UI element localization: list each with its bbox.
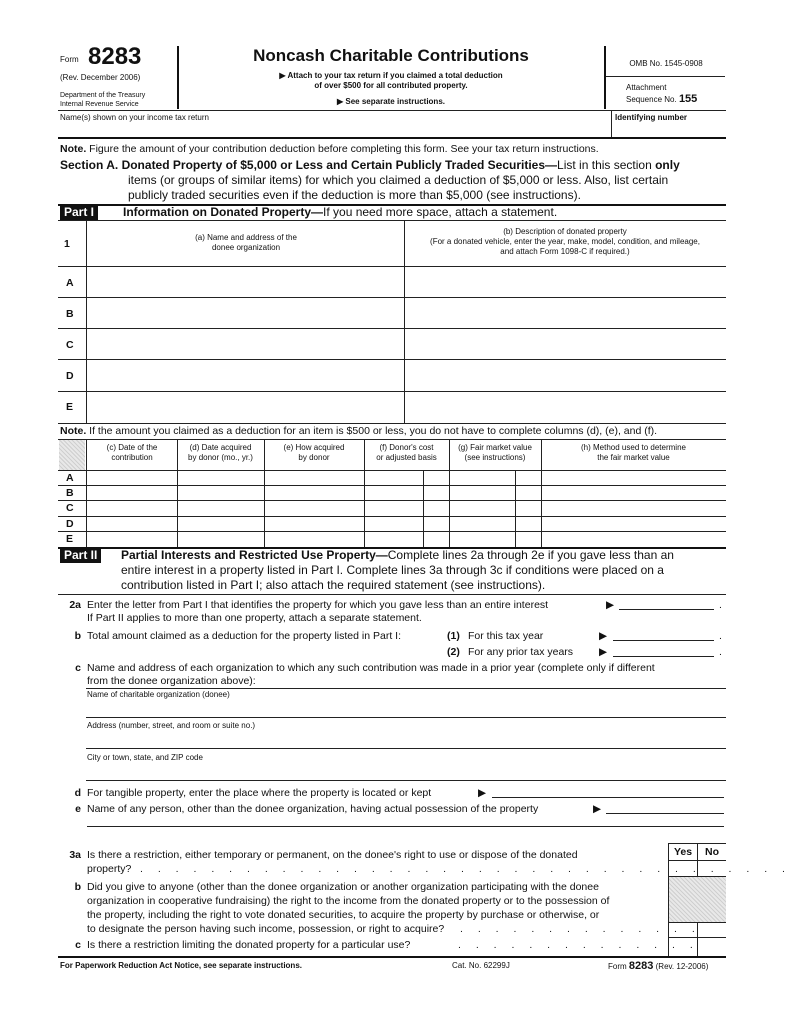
form-label: Form xyxy=(60,55,79,64)
section-a-only: only xyxy=(655,158,680,172)
part1-col-divider-1 xyxy=(86,220,87,423)
part1-row-line xyxy=(58,328,726,329)
sequence-text: Sequence No. xyxy=(626,95,677,104)
line-2b1-text: For this tax year xyxy=(468,630,544,642)
part1-header-line xyxy=(58,220,726,221)
arrow-icon: ▶ xyxy=(478,787,487,799)
line-2a-text: Enter the letter from Part I that identifies the property for which you gave less than an entire interest xyxy=(87,599,549,611)
col-h-line1: (h) Method used to determine xyxy=(581,443,686,452)
line-3b-text: Did you give to anyone (other than the donee organization or another organization participating with the donee xyxy=(87,881,599,893)
table2-row-label: B xyxy=(66,487,74,499)
line-2a-input[interactable] xyxy=(619,600,714,610)
line-2b2-text: For any prior tax years xyxy=(468,646,574,658)
col-d-header xyxy=(177,443,264,463)
part1-row-label: C xyxy=(66,339,74,351)
identifying-number-label: Identifying number xyxy=(615,113,687,122)
section-a-line-3: publicly traded securities even if the deduction is more than $5,000 (see instructions). xyxy=(128,188,581,202)
attach-instruction: ▶ Attach to your tax return if you claimed a total deduction xyxy=(279,71,503,80)
line-2c-text-2: from the donee organization above): xyxy=(87,675,256,687)
city-rule xyxy=(86,780,726,781)
donee-name-input-b[interactable] xyxy=(88,299,402,327)
footer-line xyxy=(58,956,726,958)
line-2c-text: Name and address of each organization to which any such contribution was made in a prior year (complete only if different xyxy=(87,662,655,674)
part1-row-line xyxy=(58,391,726,392)
col-e-header xyxy=(264,443,364,463)
line-2a-note: If Part II applies to more than one property, attach a separate statement. xyxy=(87,612,422,624)
header-divider-left xyxy=(177,46,179,109)
line-2a-number: 2a xyxy=(69,599,81,611)
section-a-heading xyxy=(60,158,680,173)
footer-revision: (Rev. 12-2006) xyxy=(655,962,709,971)
arrow-icon: ▶ xyxy=(606,599,615,611)
line-2e-input[interactable] xyxy=(606,804,724,814)
header-bottom-line xyxy=(58,110,726,111)
header-divider-right xyxy=(604,46,606,109)
table2-row-label: E xyxy=(66,533,74,545)
part2-heading xyxy=(121,548,674,563)
line-2e-number: e xyxy=(75,803,81,815)
line-3b-text-4: to designate the person having such income, possession, or right to acquire? xyxy=(87,923,445,935)
agency: Internal Revenue Service xyxy=(60,101,139,108)
attach-line-2: of over $500 for all contributed property. xyxy=(314,81,468,90)
table2-row-line xyxy=(58,531,726,532)
taxpayer-name-field[interactable] xyxy=(60,123,605,136)
part1-title-rest: If you need more space, attach a statement. xyxy=(323,205,558,219)
table2-row-label: A xyxy=(66,472,74,484)
attach-line-1: Attach to your tax return if you claimed a total deduction xyxy=(287,71,503,80)
arrow-icon: ▶ xyxy=(599,646,608,658)
note-figure xyxy=(60,142,599,156)
address-input[interactable] xyxy=(87,732,724,746)
sequence-label xyxy=(626,94,697,105)
part2-title-rest: Complete lines 2a through 2e if you gave less than an xyxy=(387,548,674,562)
donee-name-input-a[interactable] xyxy=(88,268,402,296)
part1-row-label: B xyxy=(66,308,74,320)
col-h-line2: the fair market value xyxy=(597,453,670,462)
line-3c-text: Is there a restriction limiting the donated property for a particular use? xyxy=(87,939,411,951)
footer-form-number: 8283 xyxy=(628,960,654,972)
property-description-input-a[interactable] xyxy=(406,268,724,296)
part2-line-2: entire interest in a property listed in Part I. Complete lines 3a through 3c if conditions were placed on a xyxy=(121,563,664,577)
table2-top xyxy=(58,439,726,440)
part1-grid-top xyxy=(58,266,726,267)
col-c-header xyxy=(87,443,177,463)
col-c-line2: contribution xyxy=(111,453,153,462)
line-2d-input[interactable] xyxy=(492,788,724,798)
part2-tab: Part II xyxy=(60,548,101,563)
part1-row-label: E xyxy=(66,401,74,413)
col-b-line1: (b) Description of donated property xyxy=(503,227,627,236)
footer-form-id xyxy=(608,961,708,972)
part1-tab: Part I xyxy=(60,205,98,220)
part1-row-line xyxy=(58,297,726,298)
col-b-header xyxy=(404,227,726,257)
names-label: Name(s) shown on your income tax return xyxy=(60,113,209,122)
part1-title: Information on Donated Property— xyxy=(123,205,324,219)
table2-cents-divider xyxy=(515,470,516,547)
identifying-number-field[interactable] xyxy=(614,123,724,136)
table2-cents-divider xyxy=(423,470,424,547)
line-3a-number: 3a xyxy=(69,849,81,861)
no-header: No xyxy=(705,846,719,858)
yes-header: Yes xyxy=(673,846,693,858)
leader-dots: . . . . . . . . . . . . . . xyxy=(458,939,699,951)
note-text: Figure the amount of your contribution deduction before completing this form. See your tax return instructions. xyxy=(89,143,599,155)
id-divider xyxy=(611,110,612,137)
address-label: Address (number, street, and room or suite no.) xyxy=(87,721,256,730)
donee-name-input-c[interactable] xyxy=(88,330,402,358)
col-d-line1: (d) Date acquired xyxy=(189,443,252,452)
col-b-line2: (For a donated vehicle, enter the year, make, model, condition, and mileage, xyxy=(430,237,700,246)
line-2b-text: Total amount claimed as a deduction for the property listed in Part I: xyxy=(87,630,402,642)
part2-title: Partial Interests and Restricted Use Property— xyxy=(121,548,388,562)
section-a-line-2: items (or groups of similar items) for which you claimed a deduction of $5,000 or less. Also, list certain xyxy=(128,173,669,187)
col-e-line1: (e) How acquired xyxy=(283,443,345,452)
see-instructions: ▶ See separate instructions. xyxy=(337,97,445,106)
footer-form-word: Form xyxy=(608,962,627,971)
attachment-label: Attachment xyxy=(626,83,667,92)
omb-divider xyxy=(606,76,725,77)
part1-row-label: A xyxy=(66,277,74,289)
note2-text: If the amount you claimed as a deduction for an item is $500 or less, you do not have to complete columns (d), (e), and (f). xyxy=(89,425,658,437)
line-2e-text: Name of any person, other than the donee organization, having actual possession of the property xyxy=(87,803,539,815)
revision-date: (Rev. December 2006) xyxy=(60,73,141,82)
table2-row-line xyxy=(58,485,726,486)
yesno-shaded xyxy=(669,877,726,922)
col-g-header xyxy=(449,443,541,463)
line-2b1-input[interactable] xyxy=(613,631,714,641)
line-2b1-number: (1) xyxy=(447,630,460,642)
section-a-title: Section A. Donated Property of $5,000 or Less and Certain Publicly Traded Securities— xyxy=(60,158,558,172)
col-d-line2: by donor (mo., yr.) xyxy=(188,453,253,462)
arrow-icon: ▶ xyxy=(599,630,608,642)
form-title: Noncash Charitable Contributions xyxy=(253,46,529,65)
col-f-line2: or adjusted basis xyxy=(376,453,437,462)
line-3b-text-3: the property, including the right to vote donated securities, to acquire the property by purchase or otherwise, or xyxy=(87,909,600,921)
col-a-header xyxy=(88,233,404,253)
yesno-header-line xyxy=(668,860,726,861)
line-2e-continuation[interactable] xyxy=(87,815,724,827)
paperwork-notice: For Paperwork Reduction Act Notice, see separate instructions. xyxy=(60,961,302,970)
property-description-input-c[interactable] xyxy=(406,330,724,358)
form-number: 8283 xyxy=(88,43,142,70)
line-2b-number: b xyxy=(74,630,81,642)
donee-name-input-d[interactable] xyxy=(88,361,402,389)
part1-col-divider-2 xyxy=(404,220,405,423)
see-instructions-text: See separate instructions. xyxy=(345,97,445,106)
omb-number: OMB No. 1545-0908 xyxy=(629,59,703,68)
line-3a-text: Is there a restriction, either temporary or permanent, on the donee's right to use or dispose of the donated xyxy=(87,849,578,861)
line-3b-text-2: organization in cooperative fundraising) the right to the income from the donated property or to the possession of xyxy=(87,895,610,907)
line-3a-text-2: property? xyxy=(87,863,132,875)
section-a-text: List in this section xyxy=(557,158,656,172)
line-2b2-number: (2) xyxy=(447,646,460,658)
note-500 xyxy=(60,424,657,438)
line-2b2-input[interactable] xyxy=(613,647,714,657)
table2-shaded-corner xyxy=(59,440,85,470)
department: Department of the Treasury xyxy=(60,92,146,99)
property-description-input-b[interactable] xyxy=(406,299,724,327)
leader-dots: . . . . . . . . . . . . . . . . . . . . . . . . . . . . . . . . . . . . . xyxy=(140,863,791,875)
org-name-input[interactable] xyxy=(87,701,724,715)
col-a-line2: donee organization xyxy=(211,243,281,252)
table2-row-line xyxy=(58,500,726,501)
col-g-line1: (g) Fair market value xyxy=(458,443,532,452)
yesno-3b-line xyxy=(668,937,726,938)
names-bottom-line xyxy=(58,137,726,139)
leader-dots: . . . . . . . . . . . . . . xyxy=(460,923,701,935)
part1-row-line xyxy=(58,359,726,360)
line-2b1-period: . xyxy=(719,630,722,642)
property-description-input-e[interactable] xyxy=(406,393,724,421)
col-h-header xyxy=(541,443,726,463)
part1-heading xyxy=(123,205,557,220)
org-name-label: Name of charitable organization (donee) xyxy=(87,690,230,699)
col-a-line1: (a) Name and address of the xyxy=(195,233,297,242)
table2-row-label: D xyxy=(66,518,74,530)
address-rule xyxy=(86,748,726,749)
part2-header-line xyxy=(58,594,726,595)
line-2c-number: c xyxy=(75,662,81,674)
line-2a-period: . xyxy=(719,599,722,611)
note-bold: Note. xyxy=(60,143,87,155)
city-label: City or town, state, and ZIP code xyxy=(87,753,203,762)
col-e-line2: by donor xyxy=(298,453,330,462)
part2-line-3: contribution listed in Part I; also attach the required statement (see instructions). xyxy=(121,578,546,592)
city-input[interactable] xyxy=(87,764,724,778)
catalog-number: Cat. No. 62299J xyxy=(452,961,510,970)
col-g-line2: (see instructions) xyxy=(464,453,526,462)
line-2b2-period: . xyxy=(719,646,722,658)
line-2d-number: d xyxy=(74,787,81,799)
line-2d-text: For tangible property, enter the place where the property is located or kept xyxy=(87,787,432,799)
line-1-number: 1 xyxy=(64,238,70,250)
property-description-input-d[interactable] xyxy=(406,361,724,389)
arrow-icon: ▶ xyxy=(593,803,602,815)
col-f-header xyxy=(364,443,449,463)
org-name-rule xyxy=(86,717,726,718)
col-b-line3: and attach Form 1098-C if required.) xyxy=(500,247,630,256)
donee-name-input-e[interactable] xyxy=(88,393,402,421)
note2-bold: Note. xyxy=(60,425,87,437)
table2-header-bottom xyxy=(58,470,726,471)
line-3c-number: c xyxy=(75,939,81,951)
table2-row-line xyxy=(58,516,726,517)
col-c-line1: (c) Date of the xyxy=(106,443,158,452)
table2-row-label: C xyxy=(66,502,74,514)
sequence-number: 155 xyxy=(678,93,698,105)
line-3b-number: b xyxy=(74,881,81,893)
col-f-line1: (f) Donor's cost xyxy=(379,443,434,452)
part1-row-label: D xyxy=(66,370,74,382)
line-2c-rule xyxy=(86,688,726,689)
